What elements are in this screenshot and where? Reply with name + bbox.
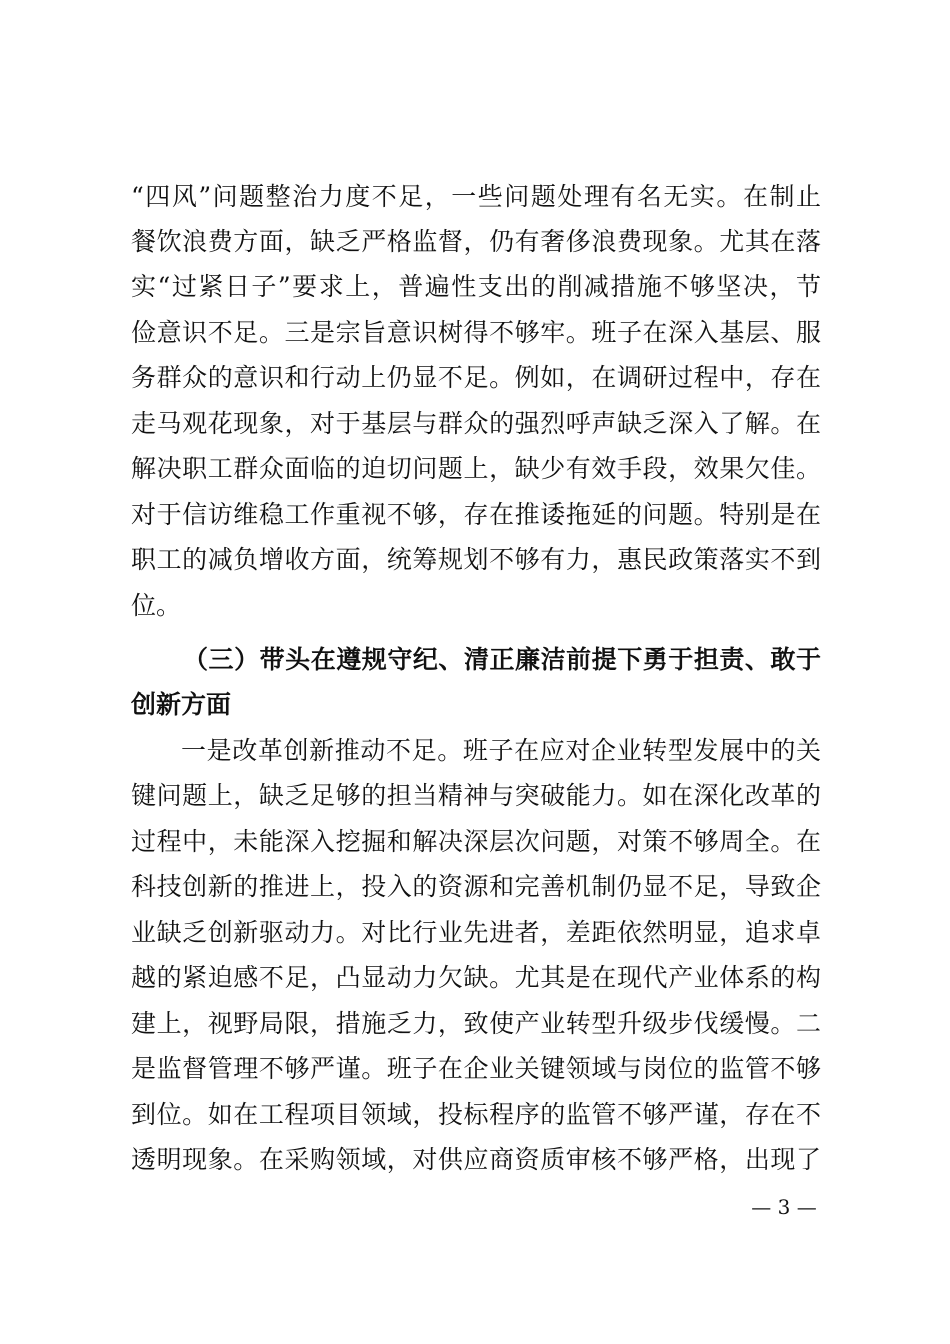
body-text-line: 俭意识不足。三是宗旨意识树得不够牢。班子在深入基层、服: [131, 318, 821, 347]
section-heading: （三）带头在遵规守纪、清正廉洁前提下勇于担责、敢于: [183, 645, 821, 674]
body-text-line: 餐饮浪费方面，缺乏严格监督，仍有奢侈浪费现象。尤其在落: [131, 227, 821, 256]
body-text-line: 透明现象。在采购领域，对供应商资质审核不够严格，出现了: [131, 1145, 821, 1174]
body-text-line: 一是改革创新推动不足。班子在应对企业转型发展中的关: [181, 736, 821, 765]
body-text-line: 实“过紧日子”要求上，普遍性支出的削减措施不够坚决，节: [131, 272, 821, 301]
page-number: — 3 —: [751, 1195, 817, 1219]
body-text-line: 位。: [131, 591, 182, 620]
body-text-line: 建上，视野局限，措施乏力，致使产业转型升级步伐缓慢。二: [131, 1009, 821, 1038]
section-heading-continuation: 创新方面: [131, 690, 232, 719]
body-text-line: 键问题上，缺乏足够的担当精神与突破能力。如在深化改革的: [131, 781, 821, 810]
body-text-line: 解决职工群众面临的迫切问题上，缺少有效手段，效果欠佳。: [131, 454, 821, 483]
body-text-line: 务群众的意识和行动上仍显不足。例如，在调研过程中，存在: [131, 363, 821, 392]
body-text-line: 是监督管理不够严谨。班子在企业关键领域与岗位的监管不够: [131, 1054, 821, 1083]
body-text-line: 越的紧迫感不足，凸显动力欠缺。尤其是在现代产业体系的构: [131, 963, 821, 992]
body-text-line: 职工的减负增收方面，统筹规划不够有力，惠民政策落实不到: [131, 545, 821, 574]
body-text-line: “四风”问题整治力度不足，一些问题处理有名无实。在制止: [131, 182, 821, 211]
body-text-line: 对于信访维稳工作重视不够，存在推诿拖延的问题。特别是在: [131, 500, 821, 529]
body-text-line: 走马观花现象，对于基层与群众的强烈呼声缺乏深入了解。在: [131, 409, 821, 438]
body-text-line: 过程中，未能深入挖掘和解决深层次问题，对策不够周全。在: [131, 827, 821, 856]
body-text-line: 业缺乏创新驱动力。对比行业先进者，差距依然明显，追求卓: [131, 918, 821, 947]
body-text-line: 科技创新的推进上，投入的资源和完善机制仍显不足，导致企: [131, 872, 821, 901]
body-text-line: 到位。如在工程项目领域，投标程序的监管不够严谨，存在不: [131, 1100, 821, 1129]
